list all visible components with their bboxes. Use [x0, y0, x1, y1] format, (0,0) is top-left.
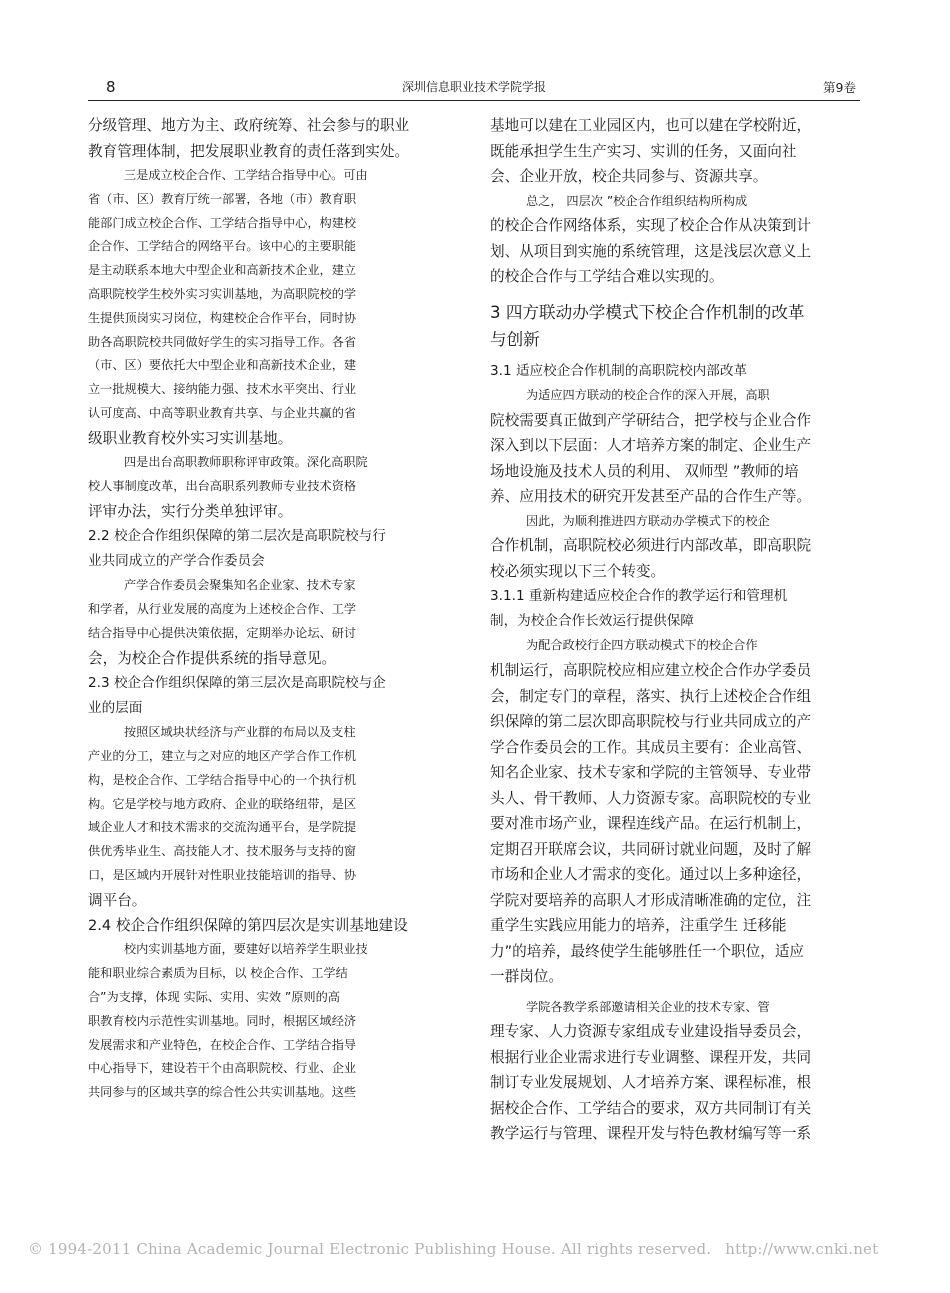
volume-label: 第9卷	[823, 80, 856, 95]
text-line: 分级管理、地方为主、政府统筹、社会参与的职业	[88, 117, 410, 134]
text-line: 能部门成立校企合作、工学结合指导中心，构建校	[88, 215, 357, 230]
paragraph	[490, 384, 850, 408]
text-line: 一群岗位。	[490, 968, 563, 986]
text-line: 产业的分工，建立与之对应的地区产学合作工作机	[88, 749, 357, 764]
heading-line: 业共同成立的产学合作委员会	[88, 553, 265, 570]
text-line: 职教育校内示范性实训基地。同时，根据区域经济	[88, 1013, 357, 1028]
section-heading-2-4	[88, 913, 448, 938]
text-line: 三是成立校企合作、工学结合指导中心。可由	[124, 168, 368, 182]
section-heading-2-2	[88, 524, 448, 574]
text-line: 是主动联系本地大中型企业和高新技术企业，建立	[88, 263, 357, 278]
text-line: 的校企合作与工学结合难以实现的。	[490, 268, 724, 286]
text-line: 域企业人才和技术需求的交流沟通平台，是学院提	[88, 820, 357, 835]
paragraph	[88, 721, 448, 888]
text-line: 基地可以建在工业园区内，也可以建在学校附近，	[490, 117, 812, 134]
text-line: 助各高职院校共同做好学生的实习指导工作。各省	[88, 334, 357, 349]
section-heading-2-3	[88, 671, 448, 721]
paragraph	[88, 574, 448, 645]
paragraph	[490, 408, 850, 510]
section-heading-3-1	[490, 359, 850, 384]
text-line: 市场和企业人才需求的变化。通过以上多种途径，	[490, 866, 812, 884]
text-line: 教育管理体制，把发展职业教育的责任落到实处。	[88, 142, 410, 160]
text-line: 场地设施及技术人员的利用、 双师型 ”教师的培	[490, 462, 799, 480]
heading-line: 2.2 校企合作组织保障的第二层次是高职院校与行	[88, 528, 386, 545]
text-line: 知名企业家、技术专家和学院的主管领导、专业带	[490, 764, 812, 782]
paragraph	[490, 113, 850, 190]
text-line: 校必须实现以下三个转变。	[490, 562, 666, 580]
text-line: 和学者，从行业发展的高度为上述校企合作、工学	[88, 602, 357, 617]
text-line: 要对准市场产业，课程连线产品。在运行机制上，	[490, 815, 812, 833]
heading-line: 2.4 校企合作组织保障的第四层次是实训基地建设	[88, 917, 408, 935]
text-line: 企合作、工学结合的网络平台。该中心的主要职能	[88, 239, 357, 254]
journal-title: 深圳信息职业技术学院学报	[401, 80, 546, 94]
heading-line: 业的层面	[88, 700, 143, 717]
text-line: 供优秀毕业生、高技能人才、技术服务与支持的窗	[88, 844, 357, 859]
text-line: 调平台。	[88, 891, 147, 909]
text-line: 据校企合作、工学结合的要求，双方共同制订有关	[490, 1099, 812, 1117]
text-line: 立一批规模大、接纳能力强、技术水平突出、行业	[88, 382, 357, 397]
text-line: 院校需要真正做到产学研结合，把学校与企业合作	[490, 411, 812, 429]
text-line: 重学生实践应用能力的培养，注重学生 迁移能	[490, 917, 787, 935]
paragraph	[88, 426, 448, 452]
text-line: 教学运行与管理、课程开发与特色教材编写等一系	[490, 1125, 812, 1143]
page-number: 8	[106, 78, 116, 96]
heading-line: 2.3 校企合作组织保障的第三层次是高职院校与企	[88, 675, 386, 692]
text-line: 为配合政校行企四方联动模式下的校企合作	[526, 638, 758, 653]
text-line: 力”的培养，最终使学生能够胜任一个职位，适应	[490, 942, 805, 960]
text-line: 理专家、人力资源专家组成专业建设指导委员会，	[490, 1023, 812, 1041]
paragraph	[490, 533, 850, 584]
paragraph	[490, 996, 850, 1020]
paragraph	[490, 213, 850, 290]
text-line: 会，为校企合作提供系统的指导意见。	[88, 649, 337, 667]
paragraph	[490, 190, 850, 214]
text-line: 因此，为顺利推进四方联动办学模式下的校企	[526, 513, 770, 528]
paragraph	[490, 658, 850, 990]
text-line: 会、企业开放，校企共同参与、资源共享。	[490, 168, 768, 185]
text-line: 构，是校企合作、工学结合指导中心的一个执行机	[88, 772, 357, 787]
text-line: 校人事制度改革，出台高职系列教师专业技术资格	[88, 479, 357, 494]
text-line: 划、从项目到实施的系统管理，这是浅层次意义上	[490, 242, 812, 260]
paragraph	[490, 634, 850, 658]
text-line: 能和职业综合素质为目标，以 校企合作、工学结	[88, 966, 348, 981]
paragraph	[88, 938, 448, 1105]
text-line: 结合指导中心提供决策依据，定期举办论坛、研讨	[88, 625, 357, 640]
text-line: 合作机制，高职院校必须进行内部改革，即高职院	[490, 537, 812, 555]
text-line: 头人、骨干教师、人力资源专家。高职院校的专业	[490, 789, 812, 807]
text-line: 中心指导下，建设若干个由高职院校、行业、企业	[88, 1061, 357, 1076]
text-line: 四是出台高职教师职称评审政策。深化高职院	[124, 455, 368, 470]
paragraph	[88, 499, 448, 525]
paragraph	[490, 510, 850, 534]
text-line: 深入到以下层面：人才培养方案的制定、企业生产	[490, 437, 812, 455]
section-heading-3-1-1	[490, 584, 850, 634]
text-line: 产学合作委员会聚集知名企业家、技术专家	[124, 578, 356, 593]
paragraph	[88, 451, 448, 499]
paragraph	[88, 646, 448, 672]
text-line: 总之， 四层次 ”校企合作组织结构所构成	[526, 193, 748, 208]
paragraph	[88, 888, 448, 914]
text-line: 口，是区域内开展针对性职业技能培训的指导、协	[88, 868, 357, 883]
text-line: 发展需求和产业特色，在校企合作、工学结合指导	[88, 1037, 357, 1052]
heading-line: 与创新	[490, 329, 540, 349]
text-line: 级职业教育校外实习实训基地。	[88, 429, 293, 447]
text-line: 既能承担学生生产实习、实训的任务，又面向社	[490, 142, 797, 160]
text-line: 织保障的第二层次即高职院校与行业共同成立的产	[490, 713, 812, 731]
text-line: 养、应用技术的研究开发甚至产品的合作生产等。	[490, 488, 812, 506]
text-line: 省（市、区）教育厅统一部署，各地（市）教育职	[88, 191, 357, 206]
copyright-text: © 1994-2011 China Academic Journal Electronic Publishing House. All rights reserved.	[28, 1240, 712, 1258]
text-line: 会，制定专门的章程，落实、执行上述校企合作组	[490, 687, 812, 705]
right-column	[490, 113, 850, 1147]
text-line: 生提供顶岗实习岗位，构建校企合作平台，同时协	[88, 310, 357, 325]
text-line: 学院各教学系部邀请相关企业的技术专家、管	[526, 999, 770, 1014]
text-line: 学合作委员会的工作。其成员主要有：企业高管、	[490, 738, 812, 756]
text-line: 认可度高、中高等职业教育共享、与企业共赢的省	[88, 405, 357, 420]
text-line: 共同参与的区域共享的综合性公共实训基地。这些	[88, 1085, 357, 1100]
heading-line: 3.1 适应校企合作机制的高职院校内部改革	[490, 362, 748, 379]
text-line: 的校企合作网络体系，实现了校企合作从决策到计	[490, 217, 812, 235]
paragraph	[88, 164, 448, 426]
heading-line: 制，为校企合作长效运行提供保障	[490, 613, 694, 630]
text-line: 根据行业企业需求进行专业调整、课程开发，共同	[490, 1048, 812, 1066]
text-line: （市、区）要依托大中型企业和高新技术企业，建	[88, 358, 357, 373]
footer-url: http://www.cnki.net	[725, 1240, 879, 1258]
text-line: 学院对要培养的高职人才形成清晰准确的定位，注	[490, 891, 812, 909]
paragraph	[490, 1019, 850, 1147]
text-line: 为适应四方联动的校企合作的深入开展，高职	[526, 387, 770, 402]
text-line: 机制运行，高职院校应相应建立校企合作办学委员	[490, 662, 812, 680]
text-line: 校内实训基地方面，要建好以培养学生职业技	[124, 942, 368, 957]
text-line: 高职院校学生校外实习实训基地，为高职院校的学	[88, 286, 357, 301]
text-line: 合”为支撑，体现 实际、实用、实效 ”原则的高	[88, 989, 340, 1004]
heading-line: 3.1.1 重新构建适应校企合作的教学运行和管理机	[490, 588, 788, 605]
paragraph	[88, 113, 448, 164]
page-header	[88, 74, 860, 101]
text-line: 制订专业发展规划、人才培养方案、课程标准，根	[490, 1074, 812, 1092]
heading-line: 3 四方联动办学模式下校企合作机制的改革	[490, 302, 805, 322]
text-line: 定期召开联席会议，共同研讨就业问题，及时了解	[490, 840, 812, 858]
left-column	[88, 113, 448, 1105]
text-line: 评审办法，实行分类单独评审。	[88, 502, 293, 520]
section-heading-3	[490, 299, 850, 353]
copyright-footer	[28, 1240, 878, 1258]
text-line: 构。它是学校与地方政府、企业的联络纽带，是区	[88, 796, 357, 811]
text-line: 按照区域块状经济与产业群的布局以及支柱	[124, 725, 356, 740]
